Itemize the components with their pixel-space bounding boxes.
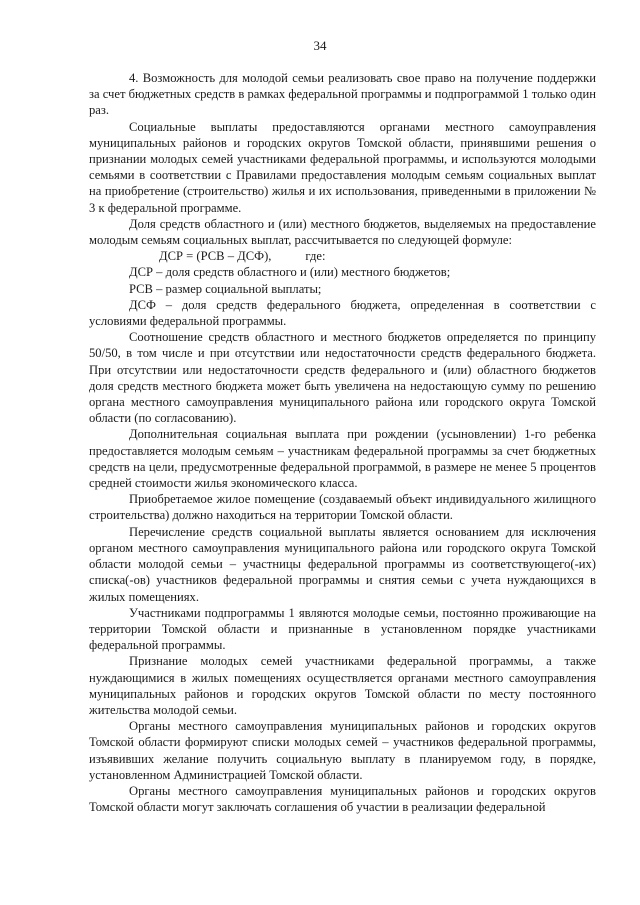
paragraph: 4. Возможность для молодой семьи реализовать свое право на получение поддержки за счет бюджетных средств в рамках федеральной программы и подпрограммой 1 только один раз. <box>89 71 596 118</box>
paragraph: Приобретаемое жилое помещение (создаваемый объект индивидуального жилищного строительства) должно находиться на территории Томской области. <box>89 492 596 523</box>
page-number: 34 <box>313 38 327 53</box>
document-body <box>89 70 596 815</box>
formula <box>89 248 596 264</box>
paragraph: Социальные выплаты предоставляются органами местного самоуправления муниципальных районов и городских округов Томской области, принявшими решения о признании молодых семей участниками федеральной программы, и используются молодыми семьями в соответствии с Правилами предоставления молодым семьям социальных выплат на приобретение (строительство) жилья и их использования, приведенными в приложении № 3 к федеральной программе. <box>89 119 596 215</box>
definition-dsr: ДСР – доля средств областного и (или) местного бюджетов; <box>129 265 451 280</box>
paragraph: Признание молодых семей участниками федеральной программы, а также нуждающимися в жилых помещениях осуществляется органами местного самоуправления муниципальных районов и городских округов Томской области по месту постоянного жительства молодой семьи. <box>89 654 596 717</box>
formula-where: где: <box>305 249 326 264</box>
paragraph: Доля средств областного и (или) местного бюджетов, выделяемых на предоставление молодым семьям социальных выплат, рассчитывается по следующей формуле: <box>89 216 596 248</box>
paragraph: Органы местного самоуправления муниципальных районов и городских округов Томской области формируют списки молодых семей – участников федеральной программы, изъявивших желание получить социальную выплату в планируемом году, в порядке, установленном Администрацией Томской области. <box>89 719 596 782</box>
paragraph: Участниками подпрограммы 1 являются молодые семьи, постоянно проживающие на территории Томской области и признанные в установленном порядке участниками федеральной программы. <box>89 605 596 653</box>
definition-rsv: РСВ – размер социальной выплаты; <box>129 281 322 296</box>
paragraph: Соотношение средств областного и местного бюджетов определяется по принципу 50/50, в том числе и при отсутствии или недостаточности средств федерального бюджета. При отсутствии или недостаточности средств федерального и (или) областного бюджетов доля средств местного бюджета может быть увеличена на недостающую сумму по решению органа местного самоуправления муниципального района или городского округа Томской области (по согласованию). <box>89 330 596 426</box>
formula-expression: ДСР = (РСВ – ДСФ), <box>159 249 272 264</box>
paragraph: Дополнительная социальная выплата при рождении (усыновлении) 1-го ребенка предоставляется молодым семьям – участникам федеральной программы за счет бюджетных средств на цели, предусмотренные федеральной программой, в размере не менее 5 процентов средней стоимости жилья экономического класса. <box>89 427 596 491</box>
paragraph: Перечисление средств социальной выплаты является основанием для исключения органом местного самоуправления муниципального района или городского округа Томской области молодой семьи – участницы федеральной программы из соответствующего(-их) списка(-ов) участников федеральной программы и снятия семьи с учета нуждающихся в жилых помещениях. <box>89 524 596 604</box>
paragraph: Органы местного самоуправления муниципальных районов и городских округов Томской области могут заключать соглашения об участии в реализации федеральной <box>89 783 596 815</box>
definition-dsf: ДСФ – доля средств федерального бюджета, определенная в соответствии с условиями федеральной программы. <box>89 297 596 329</box>
